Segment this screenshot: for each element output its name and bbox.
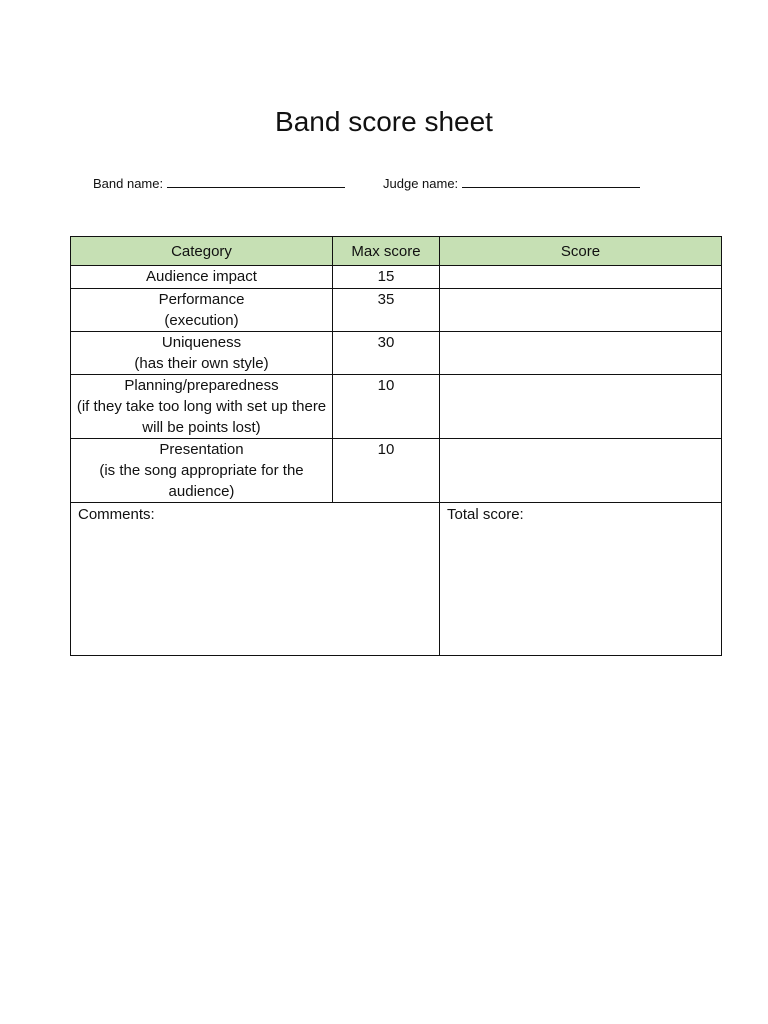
max-score-cell: 10 bbox=[333, 439, 440, 503]
table-header-row bbox=[71, 237, 722, 266]
band-name-label: Band name: bbox=[93, 176, 164, 191]
header-max-score: Max score bbox=[333, 237, 440, 266]
max-score-cell: 10 bbox=[333, 375, 440, 439]
max-score-cell: 35 bbox=[333, 289, 440, 332]
table-row bbox=[71, 439, 722, 503]
category-name: Uniqueness bbox=[161, 334, 242, 351]
table-row bbox=[71, 332, 722, 375]
score-cell[interactable] bbox=[440, 332, 722, 375]
score-cell[interactable] bbox=[440, 375, 722, 439]
judge-name-label: Judge name: bbox=[383, 176, 459, 191]
summary-row bbox=[71, 503, 722, 656]
page-title: Band score sheet bbox=[275, 106, 493, 137]
comments-box[interactable] bbox=[71, 503, 440, 656]
header-score: Score bbox=[440, 237, 722, 266]
score-cell[interactable] bbox=[440, 289, 722, 332]
category-cell bbox=[71, 289, 333, 332]
category-cell bbox=[71, 375, 333, 439]
judge-name-blank-line[interactable] bbox=[462, 177, 640, 188]
table-row bbox=[71, 289, 722, 332]
band-name-field bbox=[93, 176, 345, 191]
category-cell bbox=[71, 266, 333, 289]
max-score-cell: 30 bbox=[333, 332, 440, 375]
category-detail: (is the song appropriate for the audience) bbox=[99, 462, 304, 500]
category-cell bbox=[71, 439, 333, 503]
max-score-cell: 15 bbox=[333, 266, 440, 289]
category-detail: (execution) bbox=[164, 312, 239, 329]
total-score-label: Total score: bbox=[447, 506, 524, 523]
table-row bbox=[71, 266, 722, 289]
category-name: Performance bbox=[158, 291, 245, 308]
category-name: Audience impact bbox=[146, 268, 257, 285]
category-detail: (has their own style) bbox=[134, 355, 269, 372]
band-name-blank-line[interactable] bbox=[167, 177, 345, 188]
judge-name-field bbox=[383, 176, 640, 191]
score-cell[interactable] bbox=[440, 266, 722, 289]
category-name: Presentation bbox=[159, 441, 244, 458]
total-score-box[interactable] bbox=[440, 503, 722, 656]
category-cell bbox=[71, 332, 333, 375]
score-table bbox=[70, 236, 722, 656]
category-detail: (if they take too long with set up there will be points lost) bbox=[76, 398, 327, 436]
score-cell[interactable] bbox=[440, 439, 722, 503]
comments-label: Comments: bbox=[78, 506, 155, 523]
header-category: Category bbox=[71, 237, 333, 266]
category-name: Planning/preparedness bbox=[124, 377, 279, 394]
table-row bbox=[71, 375, 722, 439]
